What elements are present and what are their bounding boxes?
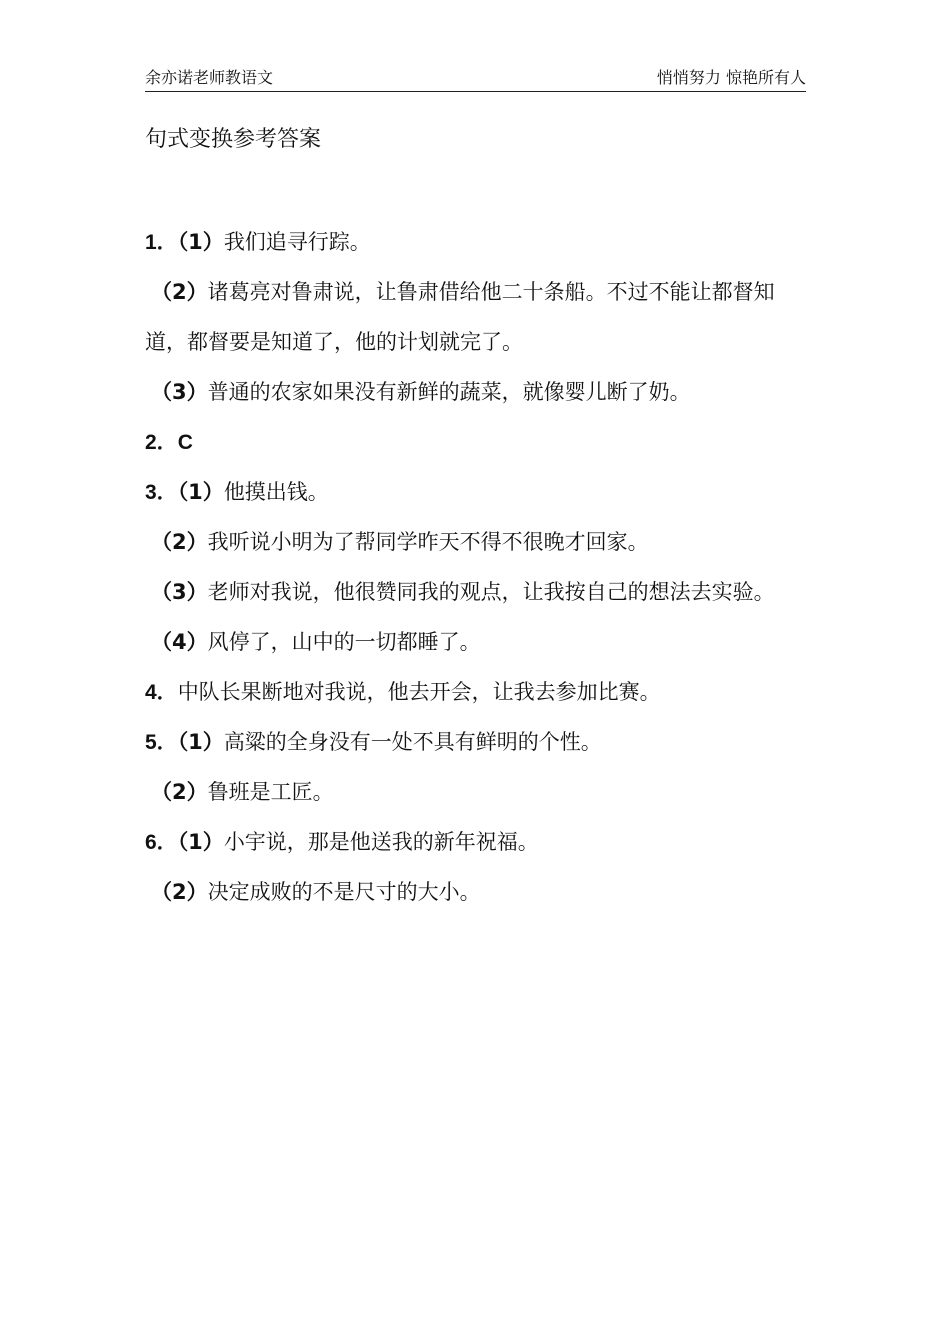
sub-number: （2） — [151, 880, 208, 904]
answer-item-3-2 — [145, 522, 809, 572]
answer-text: 决定成败的不是尺寸的大小。 — [207, 880, 481, 904]
answer-text: 鲁班是工匠。 — [207, 780, 334, 804]
answer-text: C — [177, 431, 193, 454]
header-motto: 悄悄努力 惊艳所有人 — [656, 68, 806, 87]
item-number: 6． — [145, 831, 178, 854]
answer-item-1-2 — [145, 267, 809, 367]
answer-item-3-4 — [145, 622, 809, 672]
answer-item-5-2 — [145, 772, 809, 822]
answer-text: 风停了，山中的一切都睡了。 — [207, 630, 481, 654]
sub-number: （4） — [151, 630, 208, 654]
document-title: 句式变换参考答案 — [145, 127, 322, 152]
answer-text: 我们追寻行踪。 — [223, 230, 371, 254]
answer-item-3-1 — [145, 472, 809, 522]
answer-text: 老师对我说，他很赞同我的观点，让我按自己的想法去实验。 — [207, 580, 775, 604]
item-number: 5． — [145, 731, 178, 754]
sub-number: （1） — [177, 230, 224, 254]
item-number: 3． — [145, 481, 178, 504]
sub-number: （2） — [151, 780, 208, 804]
header-divider — [145, 91, 806, 92]
answer-item-4 — [145, 672, 809, 722]
answer-item-6-2 — [145, 872, 809, 922]
sub-number: （1） — [177, 830, 224, 854]
answer-item-3-3 — [145, 567, 809, 617]
sub-number: （2） — [151, 530, 208, 554]
answer-text: 普通的农家如果没有新鲜的蔬菜，就像婴儿断了奶。 — [207, 380, 691, 404]
sub-number: （1） — [177, 730, 224, 754]
answer-item-1-3 — [145, 372, 809, 422]
answer-text: 他摸出钱。 — [223, 480, 329, 504]
answer-item-1-1 — [145, 222, 809, 272]
answer-text: 小宇说，那是他送我的新年祝福。 — [223, 830, 539, 854]
sub-number: （2） — [151, 280, 208, 304]
header-author: 余亦诺老师教语文 — [145, 68, 274, 87]
sub-number: （1） — [177, 480, 224, 504]
item-number: 2． — [145, 431, 178, 454]
answer-list — [145, 222, 809, 922]
sub-number: （3） — [151, 580, 208, 604]
sub-number: （3） — [151, 380, 208, 404]
item-number: 4． — [145, 681, 178, 704]
answer-text: 高粱的全身没有一处不具有鲜明的个性。 — [223, 730, 602, 754]
answer-item-2 — [145, 422, 809, 472]
item-number: 1． — [145, 231, 178, 254]
page-header — [145, 66, 806, 90]
answer-item-5-1 — [145, 722, 809, 772]
answer-text: 中队长果断地对我说，他去开会，让我去参加比赛。 — [177, 680, 661, 704]
answer-item-6-1 — [145, 822, 809, 872]
answer-text: 我听说小明为了帮同学昨天不得不很晚才回家。 — [207, 530, 649, 554]
answer-text: 诸葛亮对鲁肃说，让鲁肃借给他二十条船。不过不能让都督知道，都督要是知道了，他的计划就完了。 — [145, 280, 775, 354]
